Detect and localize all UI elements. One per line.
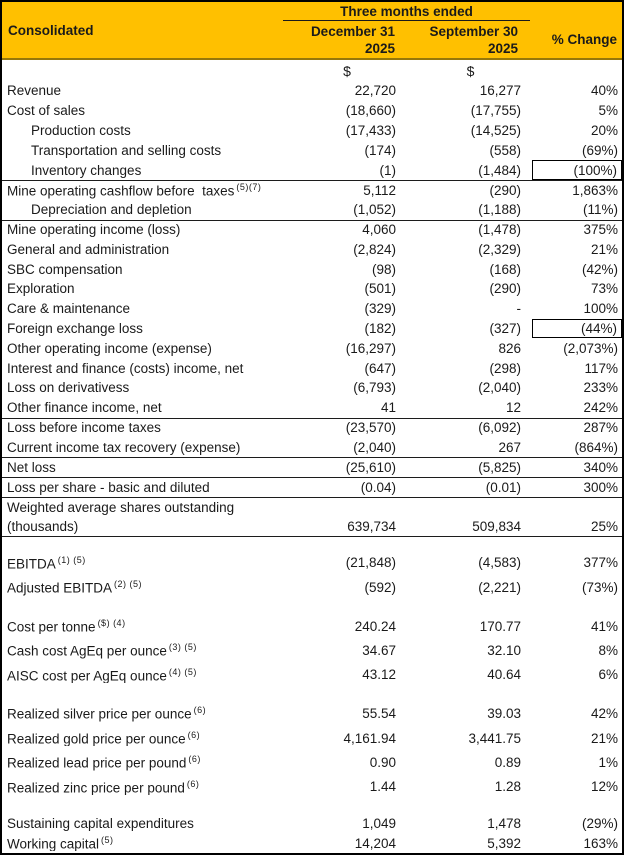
pct-change-value: 5% [598,103,618,119]
row-label [2,500,285,515]
pct-change-value: (11%) [582,202,618,218]
value-sep30-2025: (298) [489,360,521,376]
table-row [2,279,622,299]
value-sep30-2025: - [516,301,521,317]
row-label-text: Adjusted EBITDA [7,580,113,596]
row-label [2,420,285,435]
value-sep30-2025: 509,834 [472,518,521,534]
pct-change-value [532,799,622,813]
row-label-text: Interest and finance (costs) income, net [7,360,244,376]
table-row [2,575,622,599]
table-row [2,457,622,477]
value-sep30-2025: 40.64 [487,667,521,683]
row-label-text: Cash cost AgEq per ounce [7,643,167,659]
col-header-dec31-line1: December 31 [310,23,395,39]
value-sep30-2025: (1,188) [478,202,521,218]
table-row [2,319,622,339]
pct-change-value: 300% [583,479,618,495]
pct-change-value: 40% [590,83,618,99]
currency-symbol-sep30: $ [466,62,475,79]
pct-change-value: 242% [583,400,618,416]
pct-change-value: (42%) [581,261,618,277]
table-row [2,418,622,438]
value-sep30-2025: 12 [505,400,521,416]
value-dec31-2025: 240.24 [354,618,396,634]
row-label [2,667,285,684]
pct-change-value: 375% [583,222,618,238]
value-sep30-2025: 5,392 [487,835,521,851]
table-row [2,101,622,121]
value-dec31-2025: 4,060 [362,222,396,238]
row-label [2,242,285,257]
row-label [2,440,285,455]
row-label-text: Loss per share - basic and diluted [7,479,210,495]
row-label [2,222,285,237]
value-dec31-2025: 1,049 [362,815,396,831]
row-label [2,301,285,316]
table-row [2,180,622,200]
table-row [2,358,622,378]
table-row [2,833,622,853]
value-dec31-2025: (21,848) [345,555,396,571]
currency-row [2,60,622,81]
value-dec31-2025: 4,161.94 [343,730,396,746]
row-label-text: Realized lead price per pound [7,755,187,771]
table-row [2,600,622,614]
row-label [2,754,285,771]
pct-change-value: 12% [590,779,618,795]
table-row [2,614,622,638]
value-dec31-2025: (501) [364,281,396,297]
value-dec31-2025: (23,570) [345,420,396,436]
value-sep30-2025: (290) [489,281,521,297]
row-label [2,618,285,635]
row-label [2,380,285,395]
value-dec31-2025: (16,297) [345,340,396,356]
pct-change-value: 377% [583,555,618,571]
value-dec31-2025: (2,824) [353,241,396,257]
row-footnote-superscript: (5)(7) [236,182,262,193]
row-label [2,730,285,747]
value-sep30-2025: (290) [489,182,521,198]
col-header-dec31-line2: 2025 [364,40,395,56]
row-label [2,182,285,199]
value-dec31-2025: 5,112 [363,182,396,198]
value-dec31-2025: (329) [364,301,396,317]
row-label-text: Sustaining capital expenditures [7,815,194,831]
row-label-text: Inventory changes [31,162,142,178]
pct-change-value [532,537,622,550]
pct-change-value: (73%) [581,579,618,595]
value-sep30-2025: 267 [498,439,521,455]
row-label-text: Care & maintenance [7,301,131,317]
table-row [2,299,622,319]
pct-change-value: 287% [583,420,618,436]
col-header-sep30-2025 [407,21,530,58]
value-dec31-2025: (647) [364,360,396,376]
value-sep30-2025: 3,441.75 [468,730,521,746]
value-dec31-2025: 43.12 [362,667,396,683]
row-label-text: Loss on derivativess [7,380,130,396]
table-row [2,398,622,418]
value-sep30-2025: 1,478 [487,815,521,831]
row-label [2,779,285,796]
value-sep30-2025: (327) [489,320,521,336]
row-label-text: Working capital [7,836,100,852]
row-label-text: EBITDA [7,556,56,572]
row-footnote-superscript: (5) [101,834,114,845]
value-dec31-2025: 34.67 [362,642,396,658]
row-label [2,281,285,296]
table-row [2,437,622,457]
row-label [2,642,285,659]
value-sep30-2025: 16,277 [479,83,521,99]
table-row [2,663,622,687]
row-label [2,103,285,118]
value-dec31-2025: 639,734 [347,518,396,534]
row-label-text: Exploration [7,281,75,297]
row-label [2,202,285,217]
value-sep30-2025: (1,478) [478,222,521,238]
period-span-title: Three months ended [283,2,530,21]
value-sep30-2025: (17,755) [470,103,521,119]
table-row [2,121,622,141]
table-row [2,497,622,517]
row-label-text: Revenue [7,83,62,99]
value-dec31-2025: (174) [364,142,396,158]
pct-change-value: (2,073%) [563,340,618,356]
value-dec31-2025: (182) [364,320,396,336]
pct-change-value: 117% [584,360,618,376]
header-period-block [283,2,622,58]
value-dec31-2025: (98) [371,261,396,277]
table-row [2,160,622,180]
value-sep30-2025: (1,484) [478,162,521,178]
row-label-text: Net loss [7,460,56,476]
col-header-sep30-line1: September 30 [429,23,518,39]
value-sep30-2025: (2,329) [478,241,521,257]
pct-change-value [532,498,622,517]
table-row [2,687,622,701]
row-label-text: Realized zinc price per pound [7,780,185,796]
row-label-text: SBC compensation [7,261,123,277]
row-label-text: Realized gold price per ounce [7,731,186,747]
value-sep30-2025: (0.01) [485,479,521,495]
value-sep30-2025: (168) [489,261,521,277]
pct-change-value [532,600,622,614]
row-footnote-superscript: (4) (5) [168,666,197,677]
pct-change-value: 340% [583,460,618,476]
value-sep30-2025: (14,525) [470,122,521,138]
row-label [2,519,285,534]
value-sep30-2025: 0.89 [494,754,521,770]
pct-change-value: 8% [598,642,618,658]
pct-change-value: 1,863% [572,182,618,198]
pct-change-value: 21% [590,241,618,257]
pct-change-value: 20% [590,122,618,138]
table-row [2,701,622,725]
row-label-text: Transportation and selling costs [31,142,222,158]
table-row [2,259,622,279]
table-row [2,799,622,813]
table-row [2,477,622,497]
row-label-text: Production costs [31,122,131,138]
value-sep30-2025: (2,221) [478,579,521,595]
value-sep30-2025: (2,040) [478,380,521,396]
header-columns [283,21,622,58]
row-footnote-superscript: (2) (5) [114,579,143,590]
row-label [2,163,285,178]
value-dec31-2025: 14,204 [354,835,396,851]
value-dec31-2025: (17,433) [345,122,396,138]
table-row [2,378,622,398]
row-label [2,321,285,336]
value-dec31-2025: (1) [379,162,396,178]
value-sep30-2025: 32.10 [487,642,521,658]
row-label-text: General and administration [7,241,170,257]
row-label-text: AISC cost per AgEq ounce [7,668,167,684]
table-row [2,775,622,799]
row-label-text: Cost per tonne [7,619,96,635]
table-row [2,726,622,750]
table-row [2,239,622,259]
row-label [2,400,285,415]
pct-change-value: 25% [590,518,618,534]
row-label-text: Other operating income (expense) [7,340,212,356]
row-label [2,83,285,98]
row-label [2,705,285,722]
pct-change-value: 233% [583,380,618,396]
col-header-sep30-line2: 2025 [487,40,518,56]
value-dec31-2025: (6,793) [353,380,396,396]
row-label-text: Mine operating cashflow before taxes [7,183,235,199]
row-label [2,555,285,572]
row-label [2,460,285,475]
row-label-text: Current income tax recovery (expense) [7,439,241,455]
value-dec31-2025: (2,040) [353,439,396,455]
table-title: Consolidated [8,22,94,38]
value-sep30-2025: 39.03 [487,706,521,722]
row-footnote-superscript: (6) [193,705,207,716]
value-sep30-2025: 170.77 [479,618,521,634]
row-label [2,579,285,596]
value-dec31-2025: 55.54 [362,706,396,722]
table-row [2,220,622,240]
value-sep30-2025: 1.28 [494,779,521,795]
row-label [2,480,285,495]
pct-change-value: 73% [590,281,618,297]
table-row [2,750,622,774]
value-sep30-2025: (4,583) [478,555,521,571]
table-row [2,536,622,550]
row-footnote-superscript: (1) (5) [57,554,86,565]
pct-change-value: (29%) [581,815,618,831]
value-dec31-2025: (592) [364,579,396,595]
pct-change-value: 163% [583,835,618,851]
row-label [2,361,285,376]
currency-symbol-dec31: $ [343,62,351,79]
table-row [2,551,622,575]
row-label [2,816,285,831]
row-footnote-superscript: (3) (5) [168,642,197,653]
value-dec31-2025: (0.04) [360,479,396,495]
row-label [2,835,285,852]
row-label-text: Mine operating income (loss) [7,222,181,238]
value-dec31-2025: 1.44 [369,779,396,795]
value-dec31-2025: 41 [380,400,396,416]
row-label [2,262,285,277]
table-row [2,81,622,101]
row-footnote-superscript: ($) (4) [97,617,126,628]
value-dec31-2025: (18,660) [345,103,396,119]
col-header-dec31-2025 [283,21,407,58]
row-label-text: Foreign exchange loss [7,320,143,336]
pct-change-value: (44%) [532,319,622,339]
row-footnote-superscript: (6) [187,729,201,740]
value-sep30-2025: (5,825) [478,460,521,476]
pct-change-value: 6% [598,667,618,683]
row-label-text: Loss before income taxes [7,420,161,436]
row-label [2,143,285,158]
table-row [2,517,622,537]
pct-change-value: 21% [590,730,618,746]
pct-change-value: (100%) [532,160,622,180]
value-sep30-2025: 826 [498,340,521,356]
value-dec31-2025: (1,052) [353,202,396,218]
pct-change-value: (864%) [574,439,618,455]
table-body [2,81,622,853]
pct-change-value [532,687,622,701]
table-row [2,338,622,358]
pct-change-value: 100% [583,301,618,317]
table-row [2,140,622,160]
pct-change-value: 42% [590,706,618,722]
row-label-text: Cost of sales [7,103,86,119]
table-row [2,638,622,662]
row-footnote-superscript: (6) [188,754,201,765]
row-label-text: Weighted average shares outstanding [7,499,235,515]
col-header-pct-change: % Change [551,32,617,47]
row-label-text: Other finance income, net [7,400,162,416]
value-dec31-2025: 22,720 [354,83,396,99]
table-row [2,200,622,220]
table-header [2,2,622,60]
row-label-text: Realized silver price per ounce [7,706,192,722]
value-dec31-2025: 0.90 [369,754,396,770]
row-footnote-superscript: (6) [186,778,200,789]
row-label [2,123,285,138]
row-label-text: (thousands) [7,518,79,534]
pct-change-value: 41% [590,618,618,634]
row-label-text: Depreciation and depletion [31,202,192,218]
value-sep30-2025: (558) [489,142,521,158]
row-label [2,341,285,356]
value-dec31-2025: (25,610) [345,460,396,476]
value-sep30-2025: (6,092) [478,420,521,436]
pct-change-value: 1% [598,754,618,770]
table-row [2,813,622,833]
pct-change-value: (69%) [581,142,618,158]
